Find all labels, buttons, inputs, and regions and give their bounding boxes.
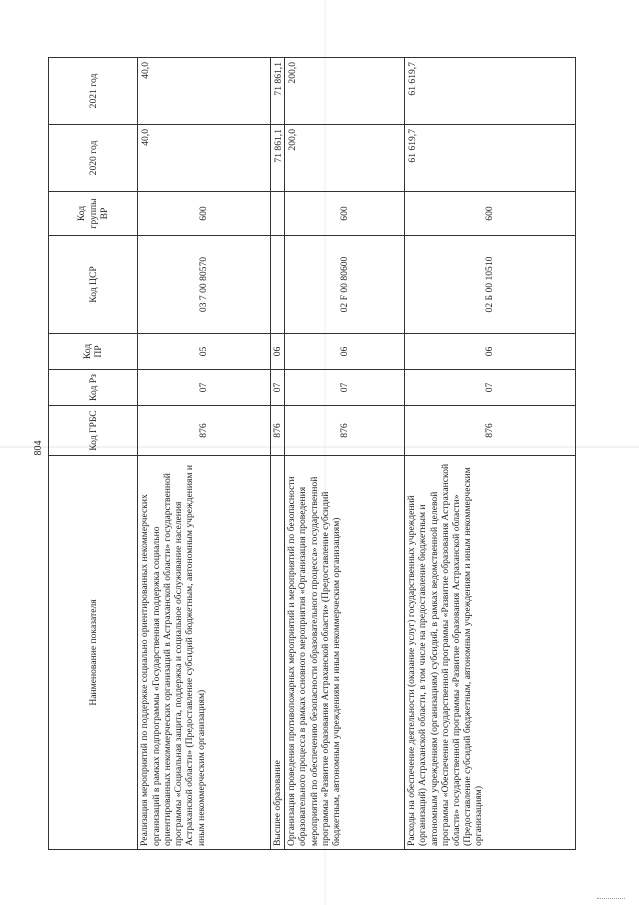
row-pr: 06 <box>405 334 576 370</box>
row-2021: 200,0 <box>285 58 405 125</box>
row-csr: 03 7 00 80570 <box>138 236 270 334</box>
row-pr: 05 <box>138 334 270 370</box>
row-vr: 600 <box>405 192 576 236</box>
row-2021: 40,0 <box>138 58 270 125</box>
budget-table <box>48 57 576 850</box>
rotated-table-container <box>48 58 576 850</box>
row-csr: 02 Б 00 10510 <box>405 236 576 334</box>
row-name: Высшее образование <box>270 456 284 850</box>
row-2020: 71 861,1 <box>270 125 284 192</box>
scan-corner-mark <box>597 892 625 899</box>
header-2020: 2020 год <box>49 125 138 192</box>
table-row <box>138 58 270 850</box>
row-2020: 40,0 <box>138 125 270 192</box>
row-grbs: 876 <box>285 406 405 456</box>
table-row <box>285 58 405 850</box>
header-rz: Код Рз <box>49 370 138 406</box>
row-rz: 07 <box>270 370 284 406</box>
table-row <box>405 58 576 850</box>
row-csr: 02 F 00 80600 <box>285 236 405 334</box>
header-2021: 2021 год <box>49 58 138 125</box>
header-csr: Код ЦСР <box>49 236 138 334</box>
row-2020: 61 619,7 <box>405 125 576 192</box>
row-vr: 600 <box>138 192 270 236</box>
row-csr <box>270 236 284 334</box>
row-name: Расходы на обеспечение деятельности (оказание услуг) государственных учреждений (организаций) Астраханской области, в том числе на предоставление бюджетным и автономным учреждениям (организациям) субсидий, в рамках ведомственной целевой программы «Обеспечение государственной программы «Развитие образования Астраханской области» государственной программы «Развитие образования Астраханской области» (Предоставление субсидий бюджетным, автономным учреждениям и иным некоммерческим организациям) <box>405 456 576 850</box>
row-2021: 71 861,1 <box>270 58 284 125</box>
header-vr: Код группы ВР <box>49 192 138 236</box>
row-rz: 07 <box>405 370 576 406</box>
row-grbs: 876 <box>405 406 576 456</box>
row-pr: 06 <box>285 334 405 370</box>
row-rz: 07 <box>138 370 270 406</box>
header-row <box>49 58 138 850</box>
row-vr: 600 <box>285 192 405 236</box>
table-row <box>270 58 284 850</box>
row-grbs: 876 <box>138 406 270 456</box>
row-name: Реализация мероприятий по поддержке социально ориентированных некоммерческих организаций в рамках подпрограммы «Государственная поддержка социально ориентированных некоммерческих организаций в Астраханской области» государственной программы «Социальная защита, поддержка и социальное обслуживание населения Астраханской области» (Предоставление субсидий бюджетным, автономным учреждениям и иным некоммерческим организациям) <box>138 456 270 850</box>
row-vr <box>270 192 284 236</box>
row-name: Организация проведения противопожарных мероприятий и мероприятий по безопасности образовательного процесса в рамках основного мероприятия «Организация проведения мероприятий по обеспечению безопасности образовательного процесса» государственной программы «Развитие образования Астраханской области» (Предоставление субсидий бюджетным, автономным учреждениям и иным некоммерческим организациям) <box>285 456 405 850</box>
row-pr: 06 <box>270 334 284 370</box>
row-rz: 07 <box>285 370 405 406</box>
row-grbs: 876 <box>270 406 284 456</box>
row-2021: 61 619,7 <box>405 58 576 125</box>
header-name: Наименование показателя <box>49 456 138 850</box>
row-2020: 200,0 <box>285 125 405 192</box>
header-pr: Код ПР <box>49 334 138 370</box>
page-number: 804 <box>33 440 44 456</box>
header-grbs: Код ГРБС <box>49 406 138 456</box>
